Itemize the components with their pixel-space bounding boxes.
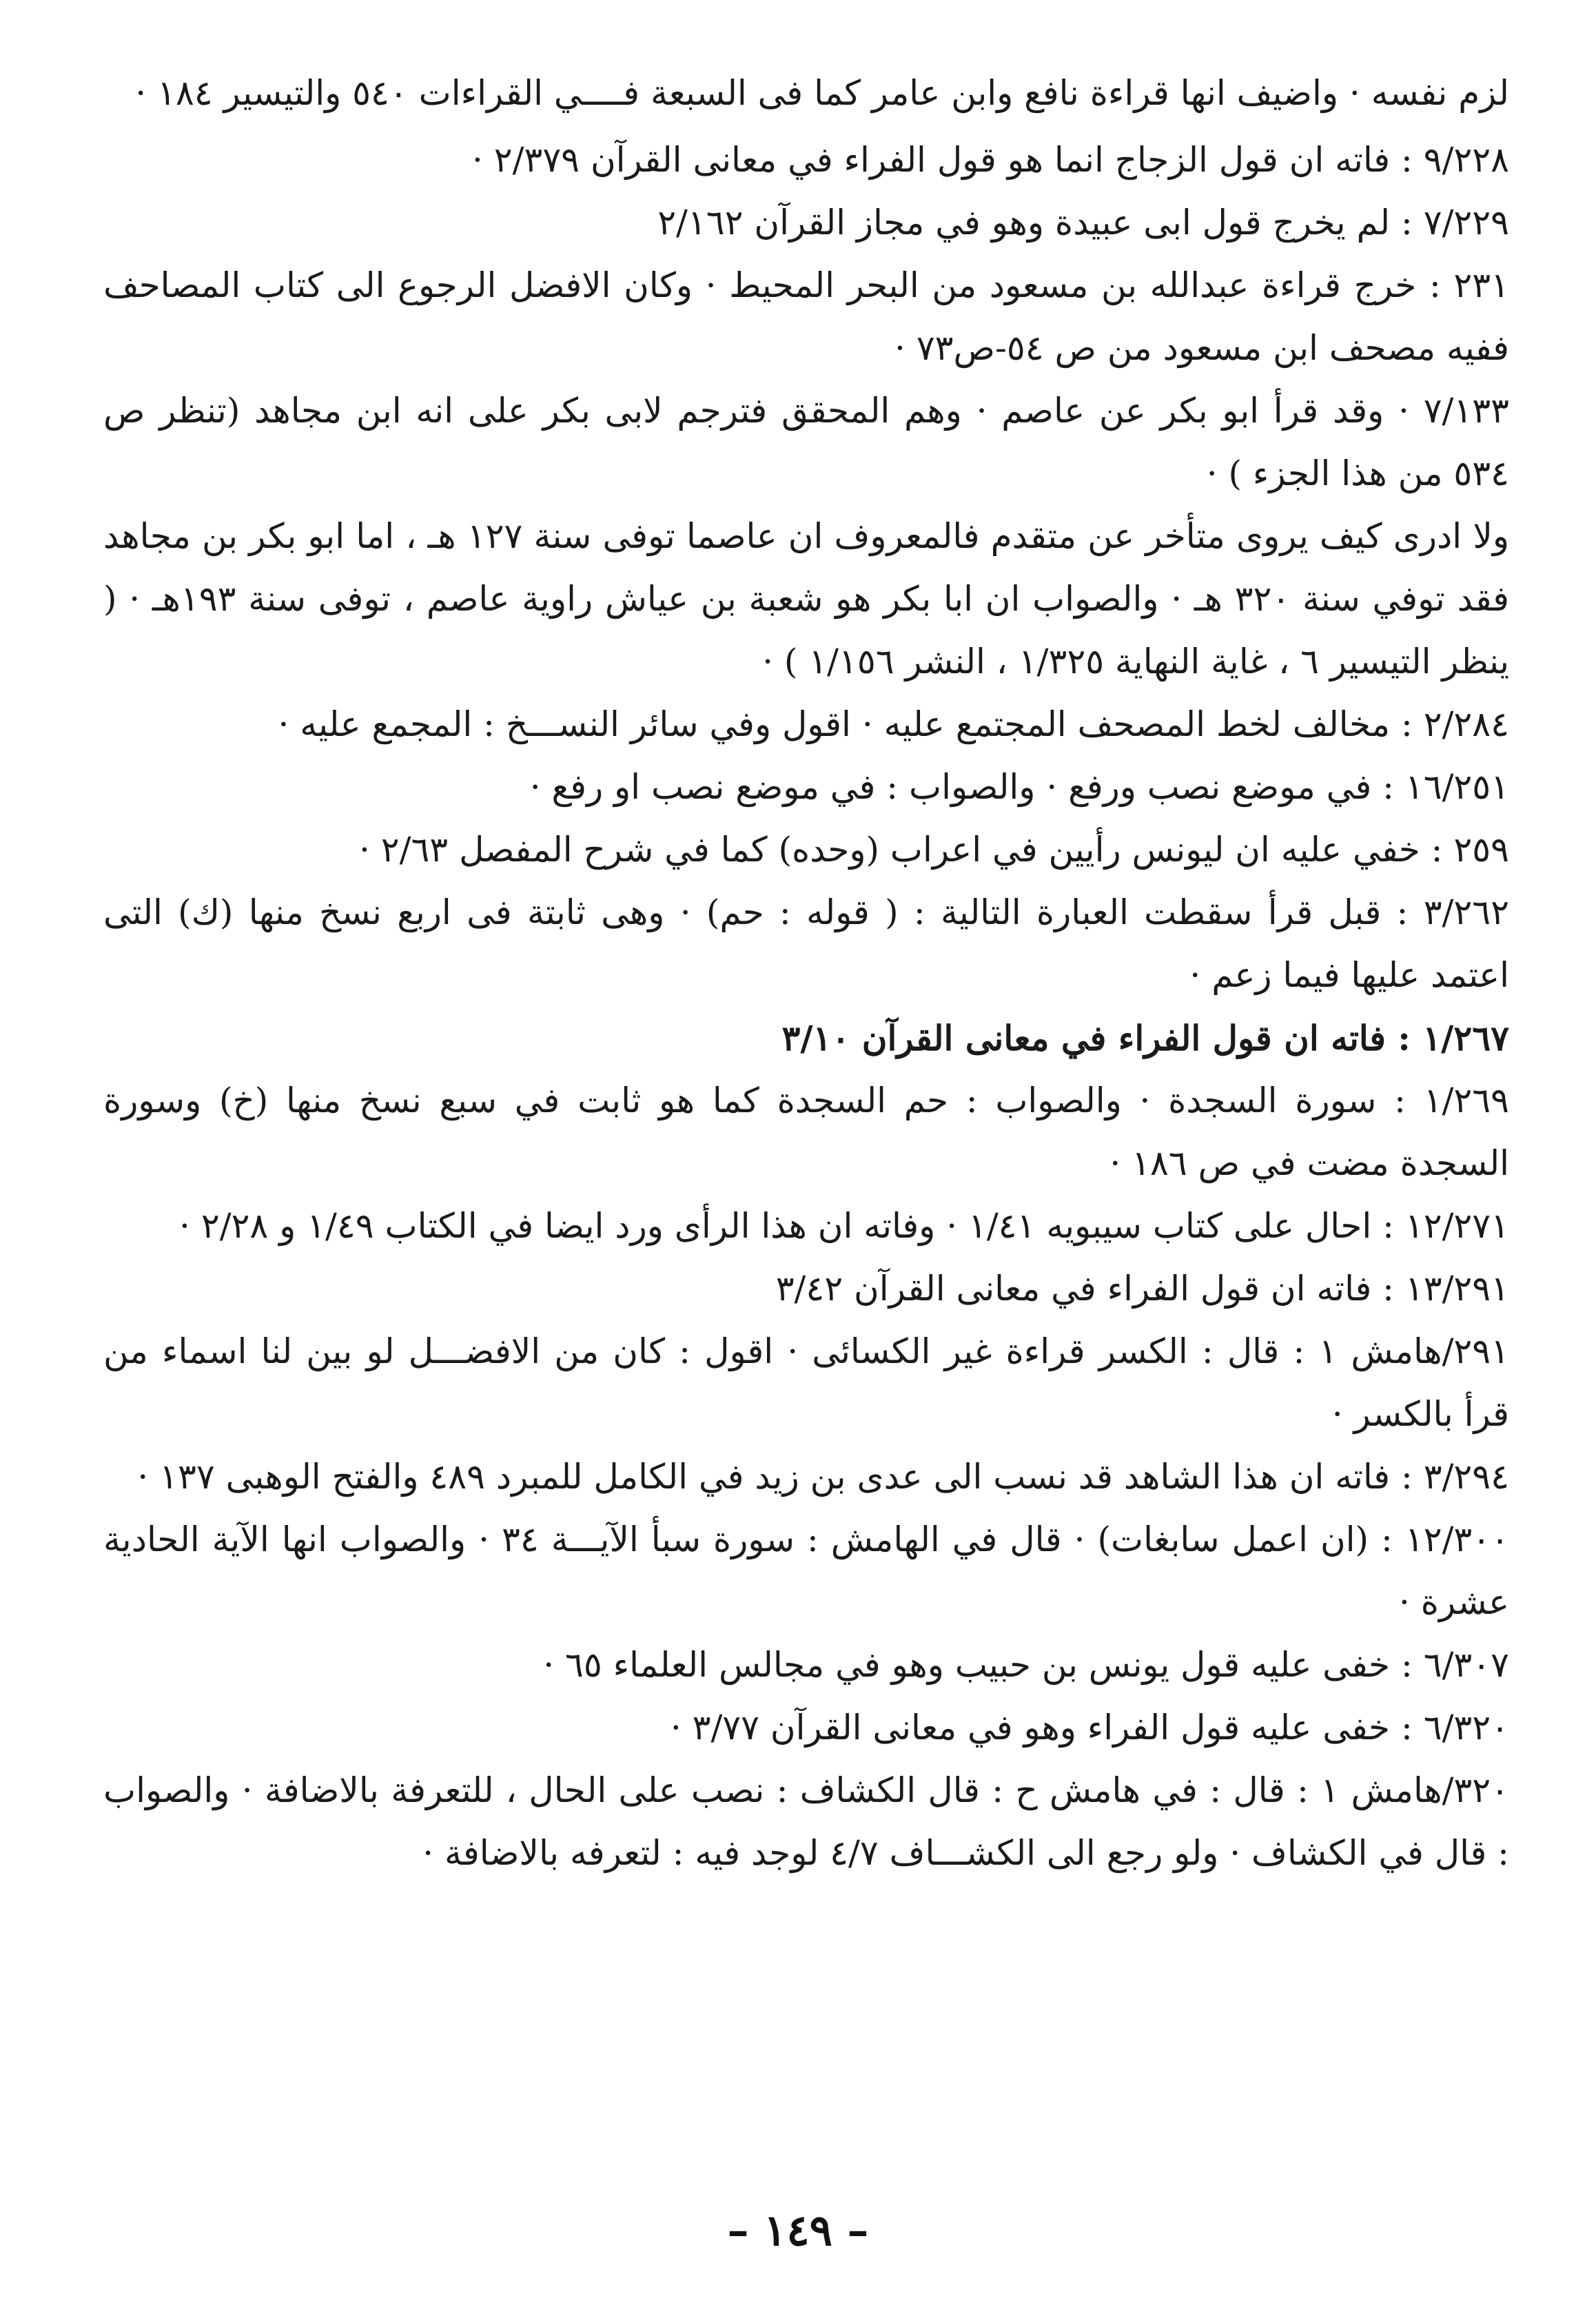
entry-262: ٣/٢٦٢ : قبل قرأ سقطت العبارة التالية : ( قوله : حم) · وهى ثابتة فى اربع نسخ منها (ك) التى اعتمد عليها فيما زعم · bbox=[103, 892, 1509, 995]
entry-294: ٣/٢٩٤ : فاته ان هذا الشاهد قد نسب الى عدى بن زيد في الكامل للمبرد ٤٨٩ والفتح الوهبى ١٣٧ · bbox=[137, 1457, 1509, 1497]
entry-231: ٢٣١ : خرج قراءة عبدالله بن مسعود من البحر المحيط · وكان الافضل الرجوع الى كتاب المصاحف ففيه مصحف ابن مسعود من ص ٥٤-ص٧٣ · bbox=[103, 265, 1509, 368]
entry-267: ١/٢٦٧ : فاته ان قول الفراء في معانى القرآن ٣/١٠ bbox=[781, 1018, 1509, 1058]
entry-continuation: لزم نفسه · واضيف انها قراءة نافع وابن عامر كما فى السبعة فــــي القراءات ٥٤٠ والتيسير ١٨٤ · bbox=[135, 73, 1509, 113]
entry-271: ١٢/٢٧١ : احال على كتاب سيبويه ١/٤١ · وفاته ان هذا الرأى ورد ايضا في الكتاب ١/٤٩ و ٢/٢٨ · bbox=[179, 1206, 1509, 1246]
entry-300: ١٢/٣٠٠ : (ان اعمل سابغات) · قال في الهامش : سورة سبأ الآيـــة ٣٤ · والصواب انها الآية الحادية عشرة · bbox=[103, 1519, 1509, 1622]
entry-291: ١٣/٢٩١ : فاته ان قول الفراء في معانى القرآن ٣/٤٢ bbox=[775, 1269, 1509, 1309]
entry-284: ٢/٢٨٤ : مخالف لخط المصحف المجتمع عليه · اقول وفي سائر النســـخ : المجمع عليه · bbox=[278, 704, 1509, 744]
entry-229: ٧/٢٢٩ : لم يخرج قول ابى عبيدة وهو في مجاز القرآن ٢/١٦٢ bbox=[657, 203, 1509, 243]
entry-291-margin: ٢٩١/هامش ١ : قال : الكسر قراءة غير الكسائى · اقول : كان من الافضـــل لو بين لنا اسماء من قرأ بالكسر · bbox=[103, 1331, 1509, 1434]
entry-251: ١٦/٢٥١ : في موضع نصب ورفع · والصواب : في موضع نصب او رفع · bbox=[529, 767, 1509, 807]
page-number: – ١٤٩ – bbox=[727, 2205, 869, 2255]
entry-133: ٧/١٣٣ · وقد قرأ ابو بكر عن عاصم · وهم المحقق فترجم لابى بكر على انه ابن مجاهد (تنظر ص ٥٣٤ من هذا الجزء ) · bbox=[103, 391, 1509, 493]
entry-269: ١/٢٦٩ : سورة السجدة · والصواب : حم السجدة كما هو ثابت في سبع نسخ منها (خ) وسورة السجدة مضت في ص ١٨٦ · bbox=[103, 1081, 1509, 1183]
entry-307: ٦/٣٠٧ : خفى عليه قول يونس بن حبيب وهو في مجالس العلماء ٦٥ · bbox=[543, 1645, 1509, 1685]
entry-320-margin: ٣٢٠/هامش ١ : قال : في هامش ح : قال الكشاف : نصب على الحال ، للتعرفة بالاضافة · والصواب : قال في الكشاف · ولو رجع الى الكشـــاف ٤/٧ لوجد فيه : لتعرفه بالاضافة · bbox=[103, 1770, 1509, 1873]
entry-259: ٢٥٩ : خفي عليه ان ليونس رأيين في اعراب (وحده) كما في شرح المفصل ٢/٦٣ · bbox=[358, 830, 1509, 870]
entry-133-note: ولا ادرى كيف يروى متأخر عن متقدم فالمعروف ان عاصما توفى سنة ١٢٧ هـ ، اما ابو بكر بن مجاهد فقد توفي سنة ٣٢٠ هـ · والصواب ان ابا بكر هو شعبة بن عياش راوية عاصم ، توفى سنة ١٩٣هـ · ( ينظر التيسير ٦ ، غاية النهاية ١/٣٢٥ ، النشر ١/١٥٦ ) · bbox=[103, 516, 1510, 682]
entry-320: ٦/٣٢٠ : خفى عليه قول الفراء وهو في معانى القرآن ٣/٧٧ · bbox=[670, 1708, 1509, 1748]
page-body bbox=[103, 62, 1509, 2253]
entry-228: ٩/٢٢٨ : فاته ان قول الزجاج انما هو قول الفراء في معانى القرآن ٢/٣٧٩ · bbox=[471, 140, 1509, 180]
